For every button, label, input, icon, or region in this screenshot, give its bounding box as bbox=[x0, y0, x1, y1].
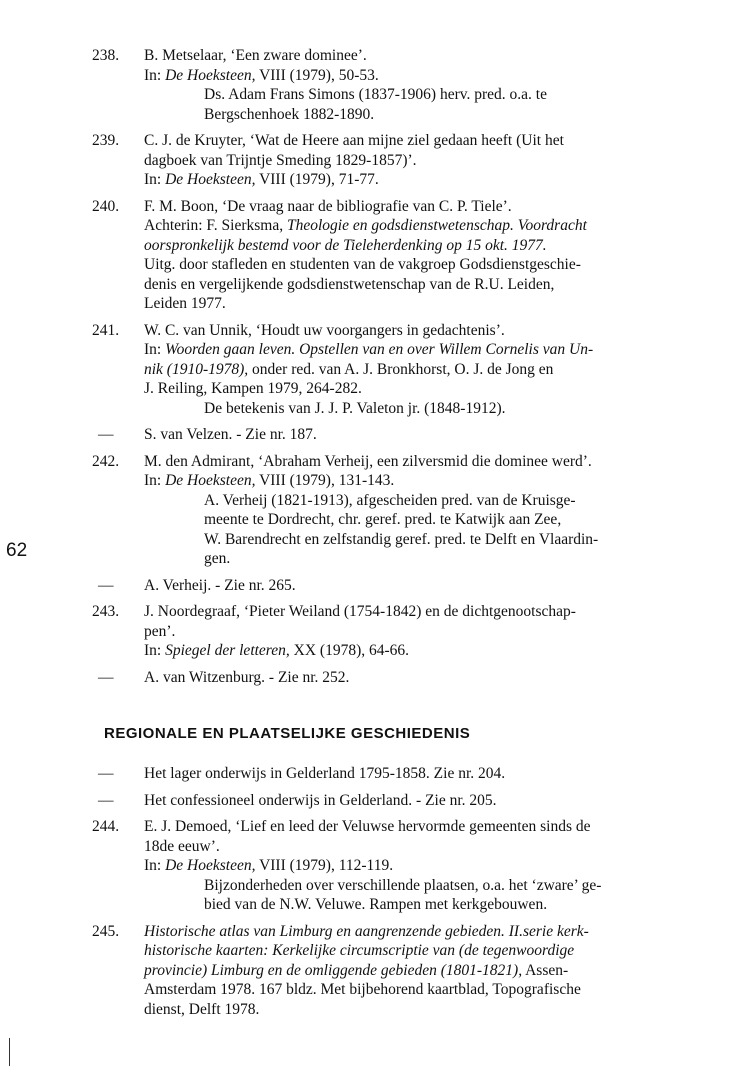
entry-line: denis en vergelijkende godsdienstwetenschap van de R.U. Leiden, bbox=[144, 275, 555, 293]
entry-line: 18de eeuw’. bbox=[144, 837, 220, 855]
entry-number: 241. bbox=[92, 321, 120, 339]
section-heading: REGIONALE EN PLAATSELIJKE GESCHIEDENIS bbox=[104, 725, 471, 742]
dash-marker: — bbox=[98, 765, 114, 782]
cross-reference bbox=[92, 764, 712, 784]
entry-note: Bijzonderheden over verschillende plaatsen, o.a. het ‘zware’ ge- bied van de N.W. Veluwe. Rampen met kerkgebouwen. bbox=[204, 876, 602, 913]
margin-rule bbox=[9, 1038, 10, 1066]
entry-line: Amsterdam 1978. 167 bldz. Met bijbehorend kaartblad, Topografische bbox=[144, 981, 581, 998]
entry-line: Historische atlas van Limburg en aangrenzende gebieden. II.serie kerk- bbox=[144, 922, 589, 940]
entry-line: Het lager onderwijs in Gelderland 1795-1858. Zie nr. 204. bbox=[144, 765, 506, 782]
entry-line: J. Reiling, Kampen 1979, 264-282. bbox=[144, 380, 362, 397]
entry-239 bbox=[92, 131, 712, 190]
entry-242 bbox=[92, 452, 712, 569]
entry-243 bbox=[92, 602, 712, 661]
entry-line: dienst, Delft 1978. bbox=[144, 1000, 260, 1018]
entry-line: A. Verheij. - Zie nr. 265. bbox=[144, 576, 296, 594]
entry-number: 244. bbox=[92, 818, 120, 835]
entry-in-line: nik (1910-1978), onder red. van A. J. Bronkhorst, O. J. de Jong en bbox=[144, 360, 554, 378]
entry-number: 240. bbox=[92, 197, 120, 215]
entry-240 bbox=[92, 197, 712, 314]
regional-entries bbox=[92, 764, 712, 1026]
entry-line: J. Noordegraaf, ‘Pieter Weiland (1754-1842) en de dichtgenootschap- bbox=[144, 603, 576, 620]
entry-line: W. C. van Unnik, ‘Houdt uw voorgangers in gedachtenis’. bbox=[144, 321, 505, 339]
entry-line: Uitg. door stafleden en studenten van de vakgroep Godsdienstgeschie- bbox=[144, 256, 581, 273]
page-number: 62 bbox=[6, 540, 28, 561]
cross-reference bbox=[92, 668, 712, 688]
entry-line: M. den Admirant, ‘Abraham Verheij, een zilversmid die dominee werd’. bbox=[144, 452, 592, 470]
dash-marker: — bbox=[98, 576, 114, 594]
entry-number: 238. bbox=[92, 47, 120, 64]
entry-238 bbox=[92, 46, 712, 124]
entry-achterin-line: oorspronkelijk bestemd voor de Tieleherdenking op 15 okt. 1977. bbox=[144, 236, 547, 254]
cross-reference bbox=[92, 425, 712, 445]
entry-number: 245. bbox=[92, 922, 120, 940]
entry-line: Het confessioneel onderwijs in Gelderland. - Zie nr. 205. bbox=[144, 791, 497, 809]
entry-in-line: In: De Hoeksteen, VIII (1979), 71-77. bbox=[144, 171, 379, 188]
entry-244 bbox=[92, 817, 712, 915]
dash-marker: — bbox=[98, 791, 114, 809]
entry-note: Ds. Adam Frans Simons (1837-1906) herv. pred. o.a. te Bergschenhoek 1882-1890. bbox=[204, 86, 547, 123]
entry-line: E. J. Demoed, ‘Lief en leed der Veluwse hervormde gemeenten sinds de bbox=[144, 818, 591, 835]
entry-line: F. M. Boon, ‘De vraag naar de bibliografie van C. P. Tiele’. bbox=[144, 197, 512, 215]
entry-line: provincie) Limburg en de omliggende gebieden (1801-1821), Assen- bbox=[144, 961, 569, 979]
entry-in-line: In: Spiegel der letteren, XX (1978), 64-66. bbox=[144, 642, 410, 659]
entry-achterin-line: Achterin: F. Sierksma, Theologie en godsdienstwetenschap. Voordracht bbox=[144, 217, 587, 234]
cross-reference bbox=[92, 791, 712, 811]
entry-line: S. van Velzen. - Zie nr. 187. bbox=[144, 426, 317, 443]
entry-in-line: In: De Hoeksteen, VIII (1979), 131-143. bbox=[144, 472, 395, 489]
dash-marker: — bbox=[98, 668, 114, 686]
bibliography-entries bbox=[92, 46, 712, 694]
entry-line: dagboek van Trijntje Smeding 1829-1857)’. bbox=[144, 151, 417, 169]
entry-in-line: In: De Hoeksteen, VIII (1979), 112-119. bbox=[144, 857, 394, 874]
entry-line: Leiden 1977. bbox=[144, 295, 226, 312]
entry-line: B. Metselaar, ‘Een zware dominee’. bbox=[144, 47, 367, 64]
entry-line: A. van Witzenburg. - Zie nr. 252. bbox=[144, 668, 350, 686]
entry-note: De betekenis van J. J. P. Valeton jr. (1848-1912). bbox=[204, 399, 506, 417]
dash-marker: — bbox=[98, 426, 114, 443]
entry-line: historische kaarten: Kerkelijke circumscriptie van (de tegenwoordige bbox=[144, 942, 575, 959]
entry-number: 239. bbox=[92, 132, 120, 149]
entry-line: pen’. bbox=[144, 622, 176, 640]
entry-number: 242. bbox=[92, 452, 120, 470]
entry-245 bbox=[92, 922, 712, 1020]
entry-note: A. Verheij (1821-1913), afgescheiden pred. van de Kruisge- meente te Dordrecht, chr. geref. pred. te Katwijk aan Zee, W. Barendrecht en zelfstandig geref. pred. te Delft en Vlaardin- gen. bbox=[204, 491, 599, 567]
entry-line: C. J. de Kruyter, ‘Wat de Heere aan mijne ziel gedaan heeft (Uit het bbox=[144, 132, 564, 149]
cross-reference bbox=[92, 576, 712, 596]
entry-in-line: In: Woorden gaan leven. Opstellen van en over Willem Cornelis van Un- bbox=[144, 341, 594, 358]
entry-number: 243. bbox=[92, 603, 120, 620]
entry-in-line: In: De Hoeksteen, VIII (1979), 50-53. bbox=[144, 66, 379, 84]
entry-241 bbox=[92, 321, 712, 419]
